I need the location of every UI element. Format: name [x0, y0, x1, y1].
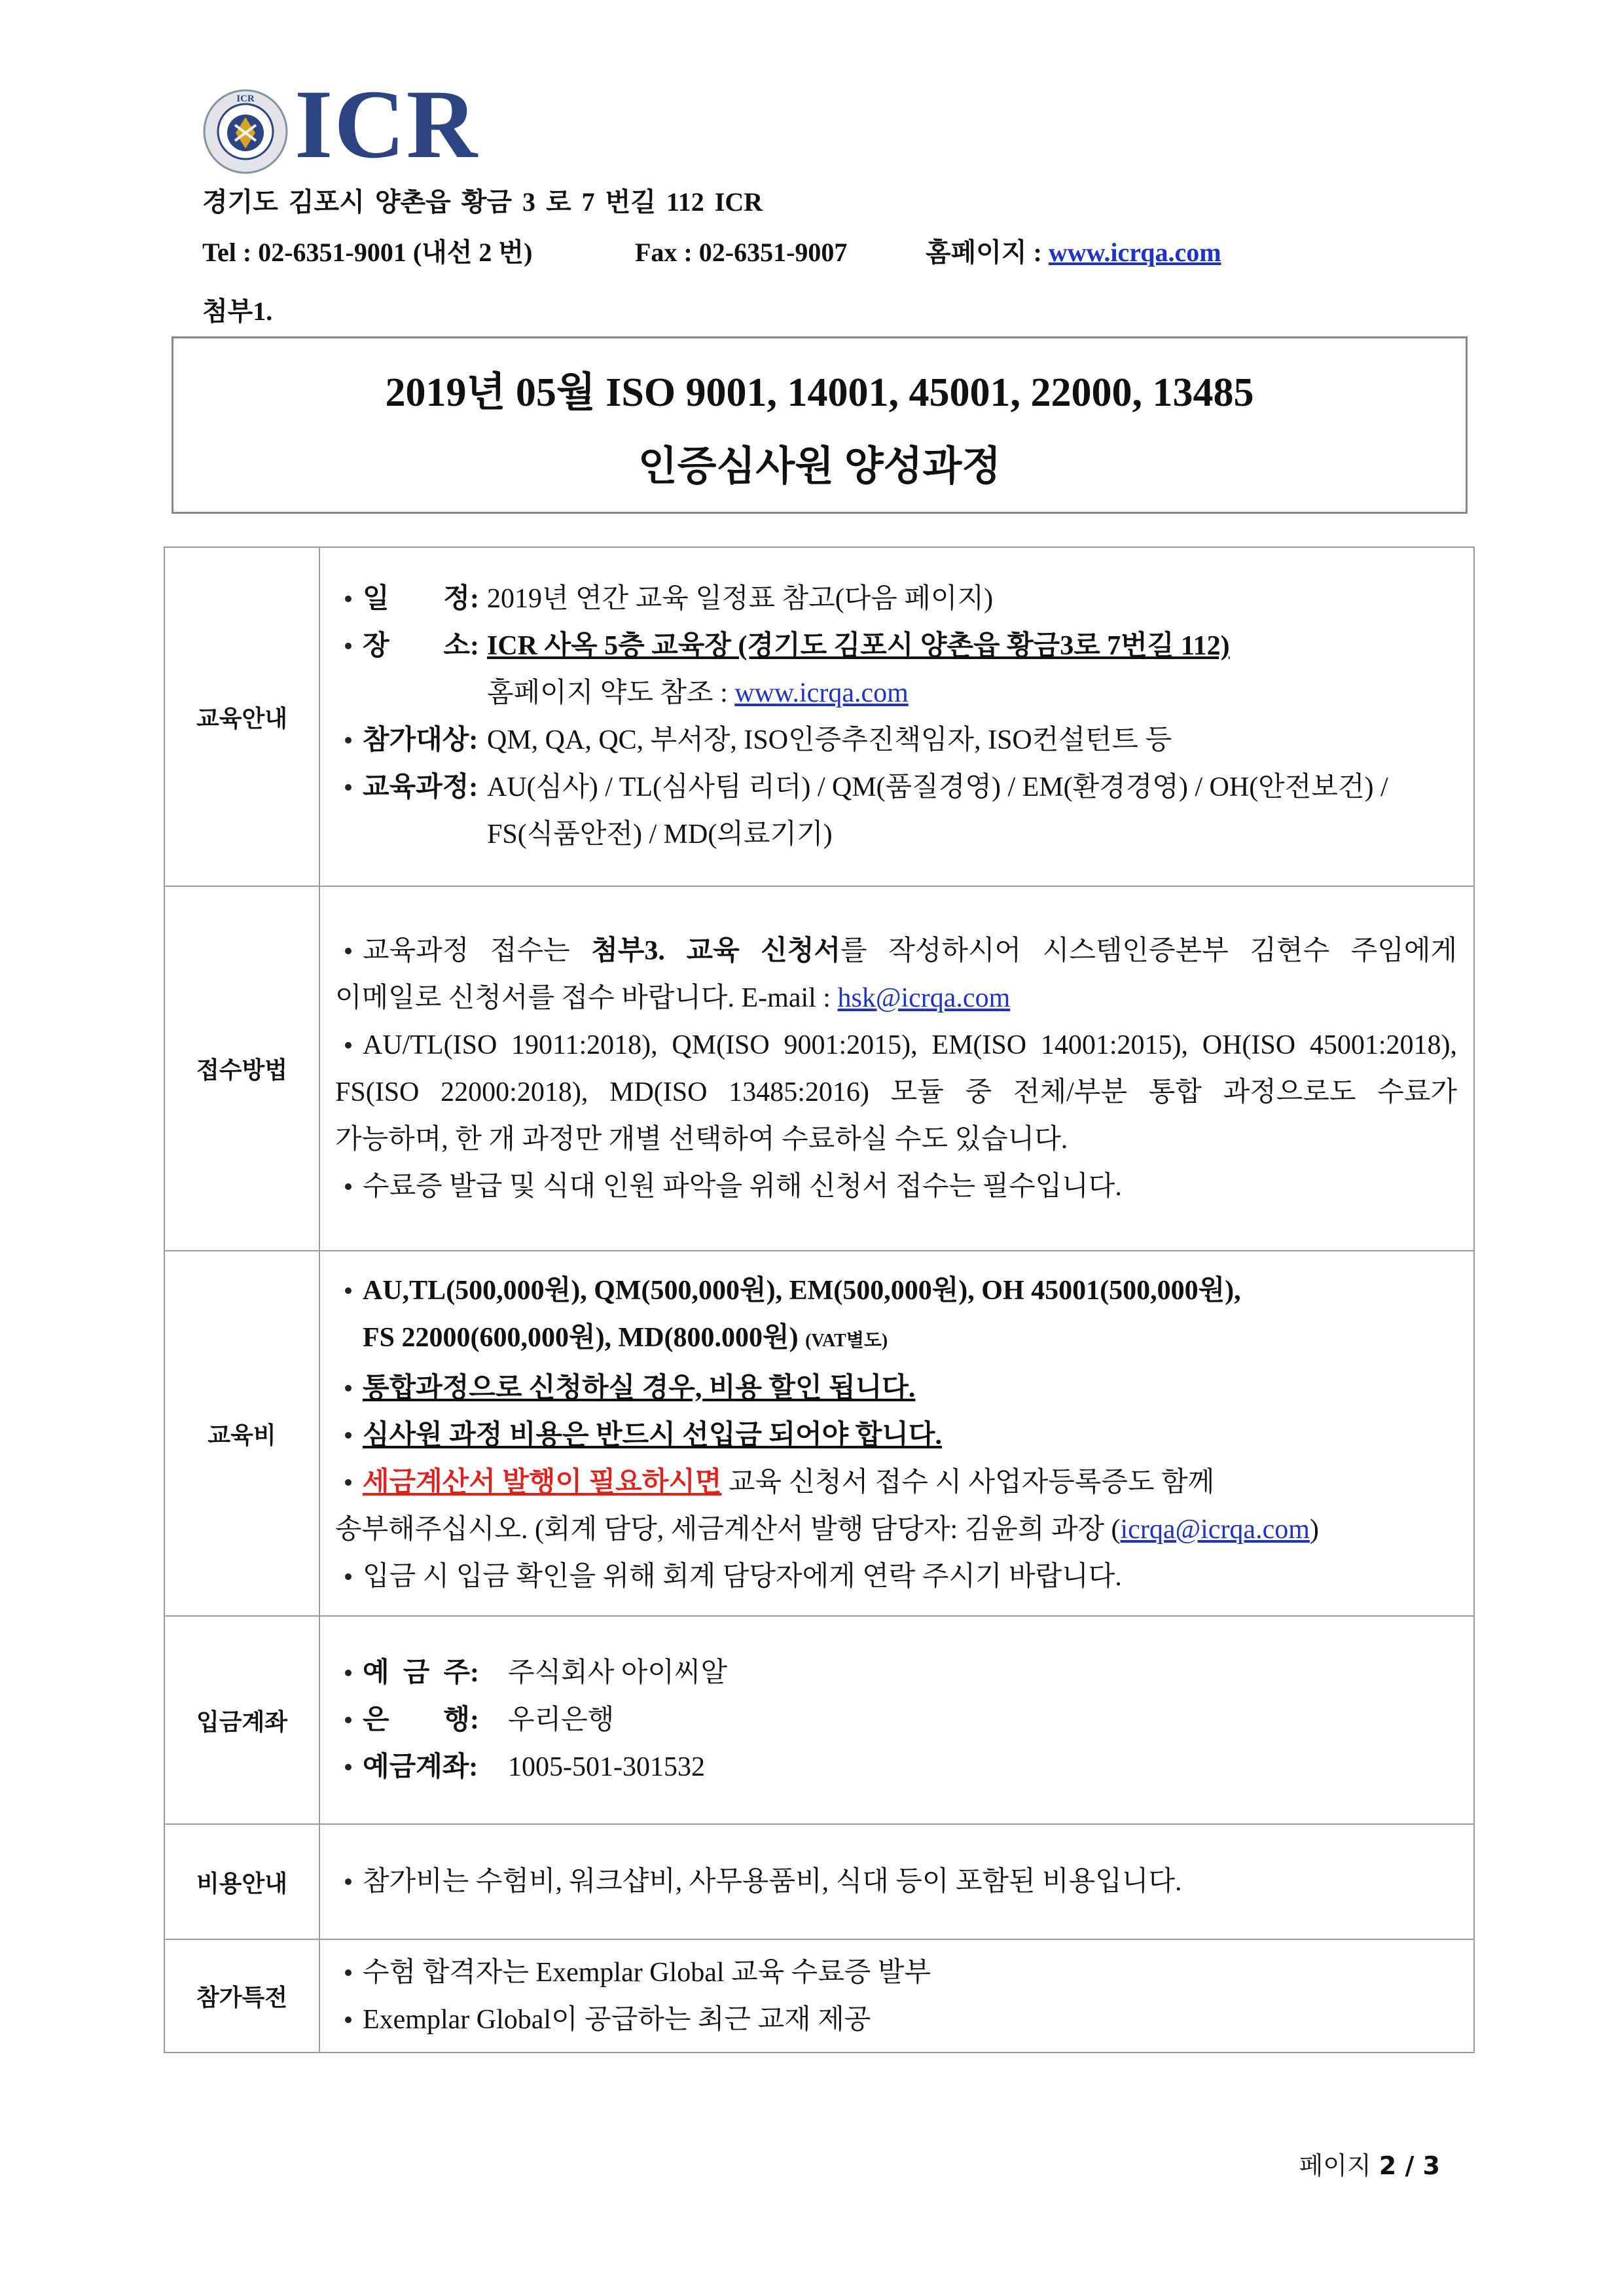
benefit-text-2: Exemplar Global이 공급하는 최근 교재 제공: [363, 2004, 871, 2035]
application-required-text: 수료증 발급 및 식대 인원 파악을 위해 신청서 접수는 필수입니다.: [363, 1171, 1122, 1202]
company-address: 경기도 김포시 양촌읍 황금 3 로 7 번길 112 ICR: [202, 187, 763, 217]
deposit-note-text: 입금 시 입금 확인을 위해 회계 담당자에게 연락 주시기 바랍니다.: [363, 1561, 1122, 1592]
bullet-icon: [345, 784, 352, 791]
account-holder-label: 예 금 주:: [363, 1658, 479, 1688]
row-education-guide: [164, 547, 1474, 886]
course-value-line-2: FS(식품안전) / MD(의료기기): [487, 819, 833, 850]
application-paragraph-1-line-2: [335, 975, 1457, 1022]
venue-value: ICR 사옥 5층 교육장 (경기도 김포시 양촌읍 황금3로 7번길 112): [487, 631, 1230, 661]
title-box: [171, 336, 1468, 514]
account-number-value: 1005-501-301532: [508, 1752, 705, 1782]
logo-wordmark: ICR: [295, 70, 479, 179]
row-bank-account: [164, 1616, 1474, 1824]
row-label-application-method: 접수방법: [164, 886, 319, 1251]
bullet-icon: [345, 596, 352, 602]
invoice-contact-text: 송부해주십시오. (회계 담당, 세금계산서 발행 담당자: 김윤희 과장 (: [335, 1514, 1121, 1545]
row-content-bank-account: [319, 1616, 1474, 1824]
page-number-footer: [1299, 2147, 1440, 2184]
application-modules-text: AU/TL(ISO 19011:2018), QM(ISO 9001:2015), EM(ISO 14001:2015), OH(ISO 45001:2018),: [363, 1030, 1457, 1060]
fee-prepay-line: [335, 1412, 1457, 1459]
benefit-item-2: [335, 1996, 1457, 2043]
application-paragraph-2-line-2: [335, 1069, 1457, 1116]
course-label: 교육과정:: [363, 772, 478, 802]
invoice-contact-close: ): [1309, 1514, 1319, 1545]
row-content-cost-note: [319, 1824, 1474, 1939]
fee-prepay-text: 심사원 과정 비용은 반드시 선입금 되어야 합니다.: [363, 1420, 942, 1450]
schedule-label: 일 정:: [363, 584, 479, 614]
bullet-icon: [345, 1432, 352, 1439]
vat-note: (VAT별도): [805, 1330, 888, 1351]
fee-line-1: [335, 1267, 1457, 1314]
row-participation-benefits: [164, 1939, 1474, 2053]
row-tuition-fee: [164, 1251, 1474, 1616]
fee-prices-1: AU,TL(500,000원), QM(500,000원), EM(500,000원), OH 45001(500,000원),: [363, 1275, 1241, 1306]
bullet-icon: [345, 643, 352, 649]
course-info-table: [164, 547, 1475, 2053]
target-label: 참가대상:: [363, 725, 478, 755]
fax-number: Fax : 02-6351-9007: [635, 238, 848, 267]
page-number: 2 / 3: [1379, 2151, 1440, 2180]
schedule-value: 2019년 연간 교육 일정표 참고(다음 페이지): [487, 584, 994, 614]
account-holder-value: 주식회사 아이씨알: [508, 1658, 728, 1688]
cost-note-text: 참가비는 수험비, 워크샵비, 사무용품비, 식대 등이 포함된 비용입니다.: [363, 1867, 1182, 1897]
bullet-icon: [345, 1717, 352, 1723]
fee-discount-line: [335, 1365, 1457, 1412]
account-holder-item: [335, 1649, 1457, 1696]
attachment-label: 첨부1.: [202, 296, 273, 326]
bullet-icon: [345, 1183, 352, 1190]
application-paragraph-2-line-3: [335, 1116, 1457, 1163]
application-text: 이메일로 신청서를 접수 바랍니다. E-mail :: [335, 982, 838, 1013]
venue-item: [335, 622, 1457, 670]
invoice-email-link[interactable]: icrqa@icrqa.com: [1120, 1514, 1310, 1545]
row-content-education-guide: [319, 547, 1474, 886]
row-content-participation-benefits: [319, 1939, 1474, 2053]
application-paragraph-2-line-1: [335, 1022, 1457, 1069]
target-item: [335, 717, 1457, 764]
fee-invoice-line-1: [335, 1459, 1457, 1506]
benefit-item-1: [335, 1949, 1457, 1996]
venue-map-text: 홈페이지 약도 참조 :: [487, 678, 728, 708]
account-number-label: 예금계좌:: [363, 1752, 478, 1782]
application-paragraph-1-line-1: [335, 927, 1457, 975]
row-content-tuition-fee: [319, 1251, 1474, 1616]
bullet-icon: [345, 1878, 352, 1885]
row-label-tuition-fee: 교육비: [164, 1251, 319, 1616]
application-form-reference: 첨부3. 교육 신청서: [591, 935, 841, 966]
row-label-cost-note: 비용안내: [164, 1824, 319, 1939]
application-paragraph-3: [335, 1163, 1457, 1210]
application-modules-text: FS(ISO 22000:2018), MD(ISO 13485:2016) 모듈 중 전체/부분 통합 과정으로도 수료가: [335, 1077, 1457, 1107]
venue-map-item: [335, 670, 1457, 717]
telephone-number: Tel : 02-6351-9001 (내선 2 번): [202, 238, 533, 267]
bullet-icon: [345, 1042, 352, 1049]
course-item: [335, 764, 1457, 811]
target-value: QM, QA, QC, 부서장, ISO인증추진책임자, ISO컨설턴트 등: [487, 725, 1172, 755]
bullet-icon: [345, 1573, 352, 1580]
venue-label: 장 소:: [363, 631, 479, 661]
venue-map-link[interactable]: www.icrqa.com: [734, 678, 909, 708]
course-value-line-1: AU(심사) / TL(심사팀 리더) / QM(품질경영) / EM(환경경영) / OH(안전보건) /: [487, 772, 1388, 802]
fee-deposit-line: [335, 1553, 1457, 1600]
title-line-2: 인증심사원 양성과정: [638, 444, 1001, 489]
homepage-label: 홈페이지 :: [926, 238, 1042, 267]
title-line-1: 2019년 05월 ISO 9001, 14001, 45001, 22000, 13485: [385, 370, 1254, 415]
account-number-item: [335, 1744, 1457, 1791]
application-email-link[interactable]: hsk@icrqa.com: [837, 982, 1011, 1013]
bullet-icon: [345, 1670, 352, 1676]
icr-seal-logo: [202, 88, 289, 175]
fee-line-2: [335, 1314, 1457, 1365]
bullet-icon: [345, 737, 352, 744]
homepage-line: [926, 234, 1221, 271]
bullet-icon: [345, 1969, 352, 1976]
bullet-icon: [345, 1385, 352, 1391]
seal-text: ICR: [236, 94, 255, 104]
row-content-application-method: [319, 886, 1474, 1251]
bank-name-label: 은 행:: [363, 1705, 479, 1735]
fee-discount-text: 통합과정으로 신청하실 경우, 비용 할인 됩니다.: [363, 1372, 916, 1403]
row-label-participation-benefits: 참가특전: [164, 1939, 319, 2053]
row-label-education-guide: 교육안내: [164, 547, 319, 886]
bullet-icon: [345, 948, 352, 954]
bank-name-value: 우리은행: [508, 1705, 615, 1735]
bullet-icon: [345, 1764, 352, 1770]
invoice-alert-text: 세금계산서 발행이 필요하시면: [363, 1467, 722, 1498]
row-cost-note: [164, 1824, 1474, 1939]
application-modules-text: 가능하며, 한 개 과정만 개별 선택하여 수료하실 수도 있습니다.: [335, 1124, 1068, 1155]
fee-prices-2: FS 22000(600,000원), MD(800.000원): [363, 1322, 799, 1353]
row-application-method: [164, 886, 1474, 1251]
homepage-link[interactable]: www.icrqa.com: [1048, 238, 1221, 267]
bullet-icon: [345, 1479, 352, 1486]
cost-note-line: [335, 1858, 1457, 1905]
row-label-bank-account: 입금계좌: [164, 1616, 319, 1824]
benefit-text-1: 수험 합격자는 Exemplar Global 교육 수료증 발부: [363, 1957, 931, 1988]
application-text: 교육과정 접수는: [363, 935, 592, 966]
fee-invoice-line-2: [335, 1506, 1457, 1553]
application-text: 를 작성하시어 시스템인증본부 김현수 주임에게: [840, 935, 1457, 966]
invoice-text: 교육 신청서 접수 시 사업자등록증도 함께: [721, 1467, 1215, 1498]
bullet-icon: [345, 1287, 352, 1294]
page-label: 페이지: [1299, 2151, 1371, 2180]
course-item-continued: [335, 811, 1457, 858]
bank-name-item: [335, 1696, 1457, 1744]
schedule-item: [335, 575, 1457, 622]
bullet-icon: [345, 2017, 352, 2023]
